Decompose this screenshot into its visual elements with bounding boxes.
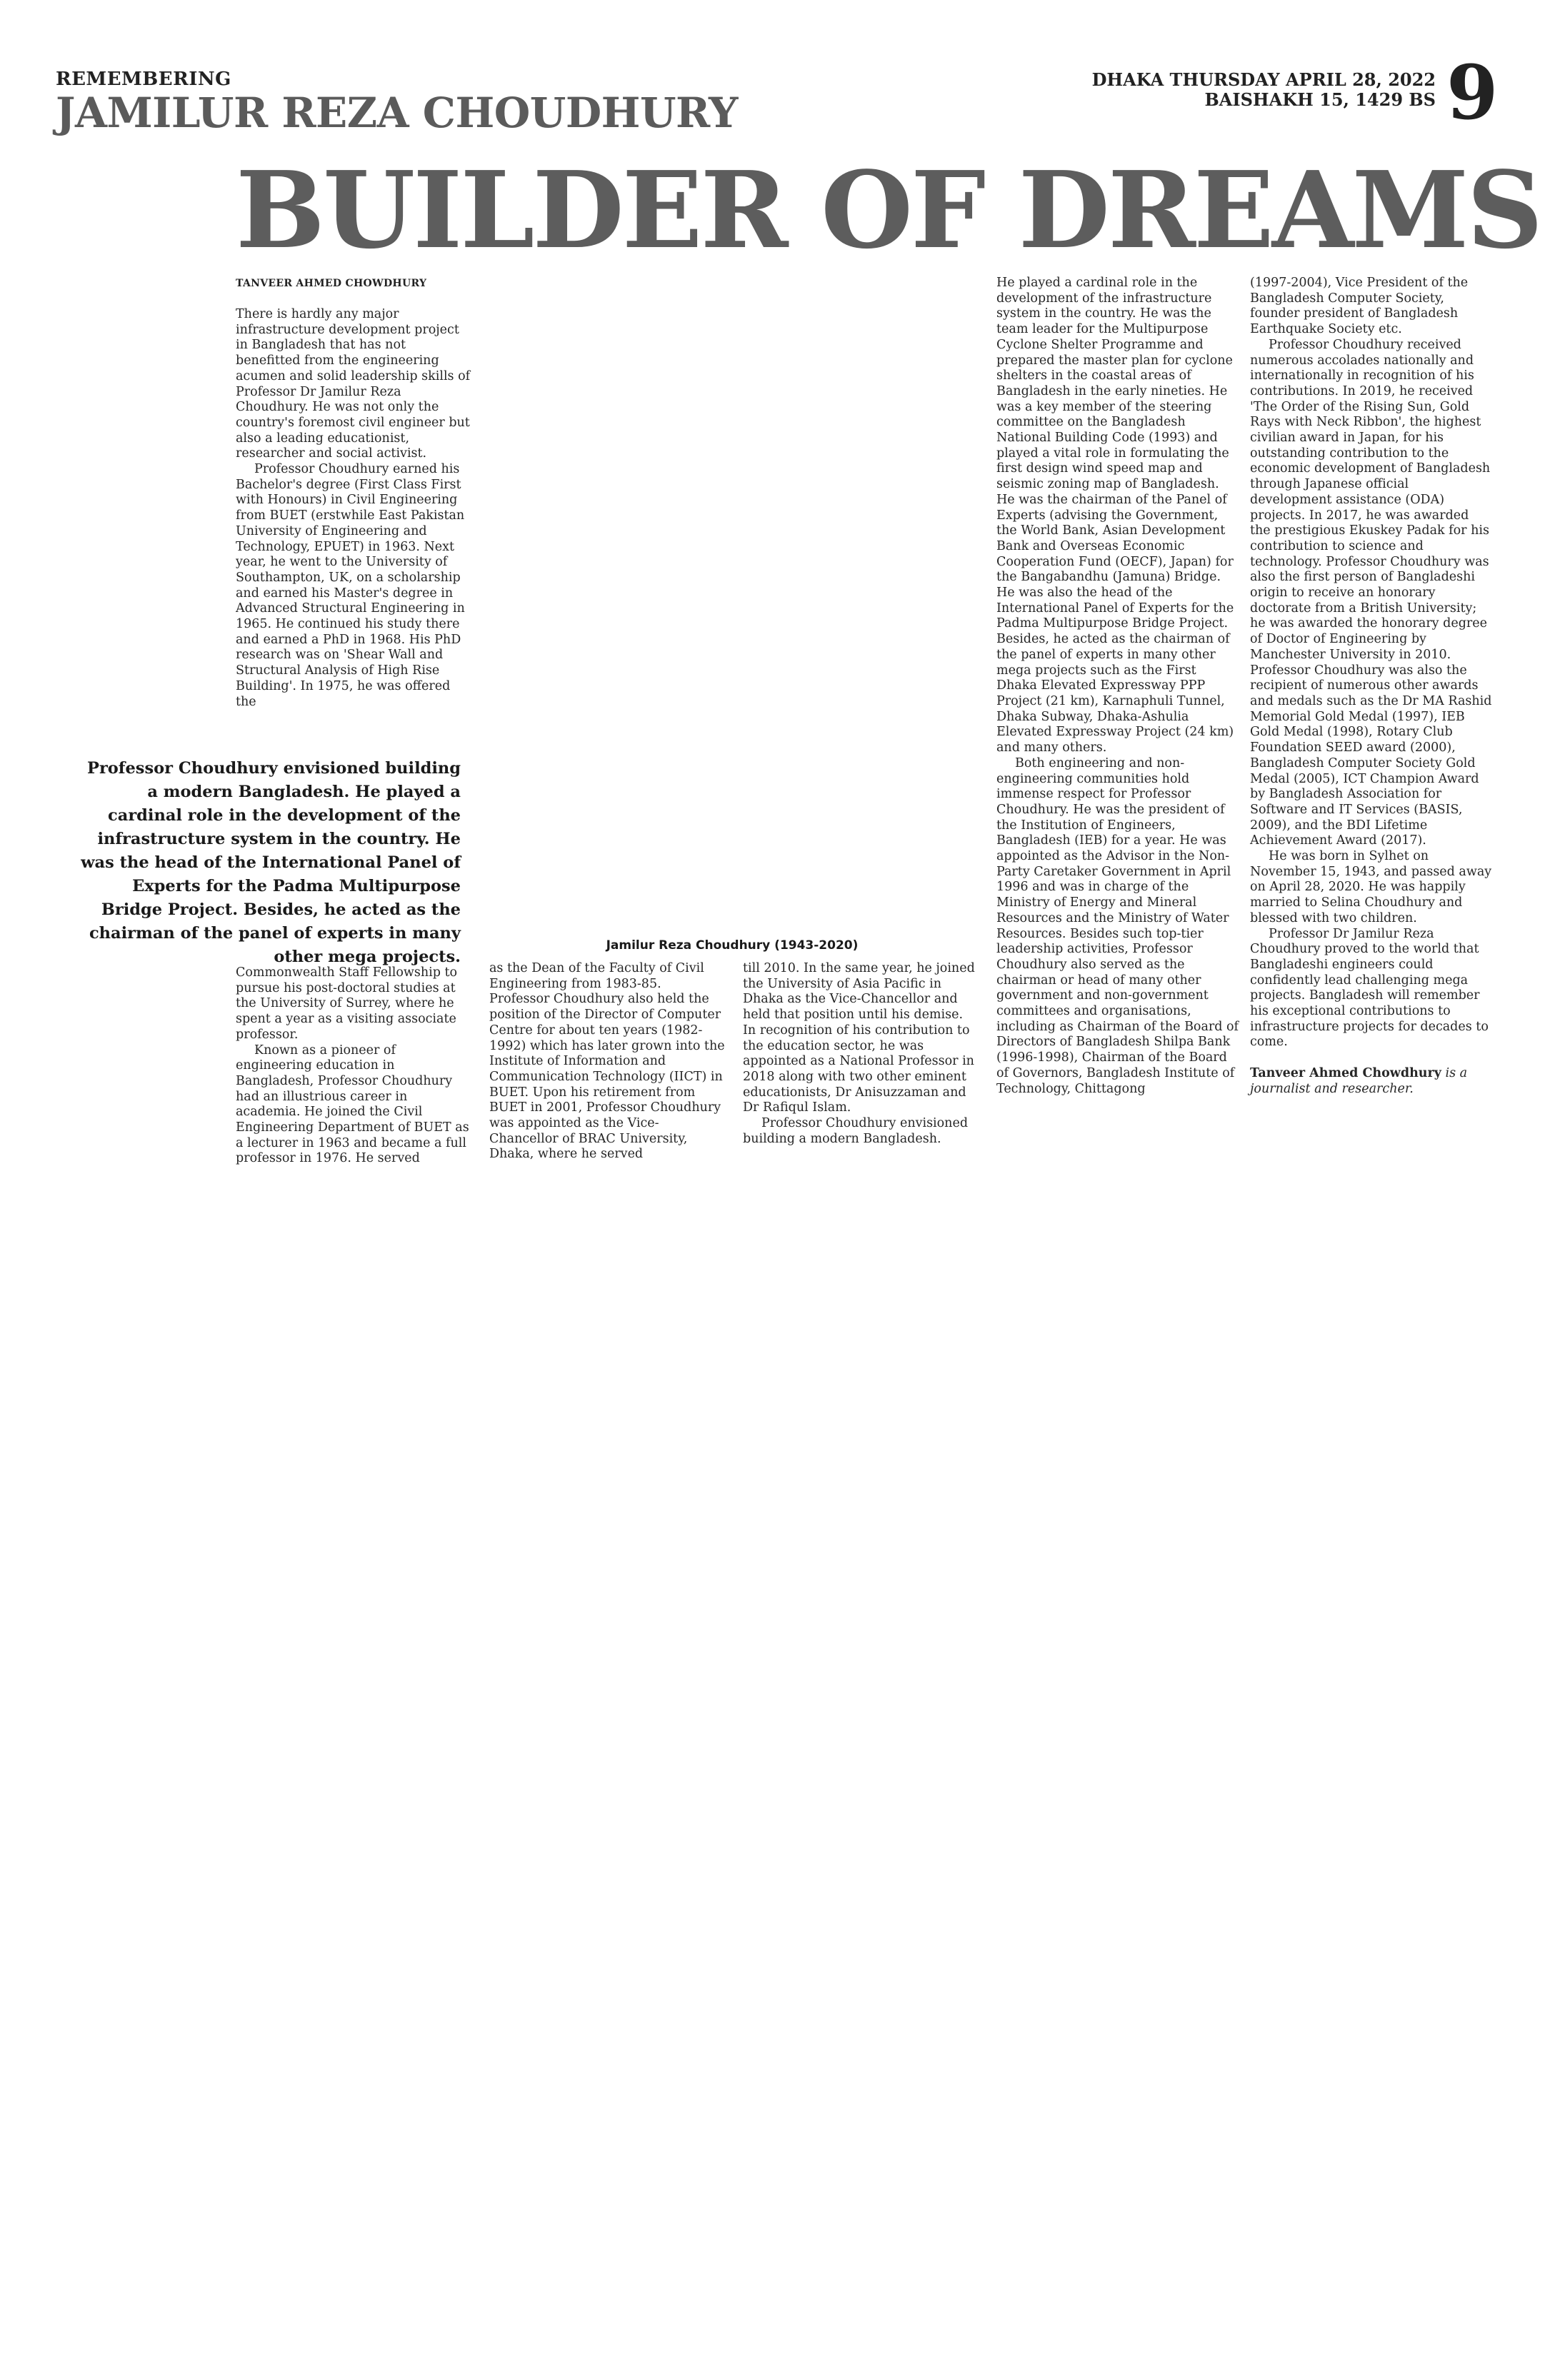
author-name: Tanveer Ahmed Chowdhury <box>1250 1066 1441 1081</box>
column-2 <box>489 961 725 1163</box>
author-note <box>1250 1066 1493 1097</box>
paragraph: He played a cardinal role in the development of the infrastructure system in the country. He was the team leader for the Multipurpose Cyclone Shelter Programme and prepared the master plan for cyclone shelters in the coastal areas of Bangladesh in the early nineties. He was a key member of the steering committee on the Bangladesh National Building Code (1993) and played a vital role in formulating the first design wind speed map and seismic zoning map of Bangladesh. He was the chairman of the Panel of Experts (advising the Government, the World Bank, Asian Development Bank and Overseas Economic Cooperation Fund (OECF), Japan) for the Bangabandhu (Jamuna) Bridge. He was also the head of the International Panel of Experts for the Padma Multipurpose Bridge Project. Besides, he acted as the chairman of the panel of experts in many other mega projects such as the First Dhaka Elevated Expressway PPP Project (21 km), Karnaphuli Tunnel, Dhaka Subway, Dhaka-Ashulia Elevated Expressway Project (24 km) and many others. <box>996 276 1234 755</box>
paragraph: There is hardly any major infrastructure development project in Bangladesh that has not benefitted from the engineering acumen and solid leadership skills of Professor Dr Jamilur Reza Choudhury. He was not only the country's foremost civil engineer but also a leading educationist, researcher and social activist. <box>236 307 471 461</box>
section-kicker: REMEMBERING <box>56 69 231 90</box>
date-bangla: BAISHAKH 15, 1429 BS <box>1204 89 1436 110</box>
paragraph: Both engineering and non-engineering communities hold immense respect for Professor Choudhury. He was the president of the Institution of Engineers, Bangladesh (IEB) for a year. He was appointed as the Advisor in the Non-Party Caretaker Government in April 1996 and was in charge of the Ministry of Energy and Mineral Resources and the Ministry of Water Resources. Besides such top-tier leadership activities, Professor Choudhury also served as the chairman or head of many other government and non-government committees and organisations, including as Chairman of the Board of Directors of Bangladesh Shilpa Bank (1996-1998), Chairman of the Board of Governors, Bangladesh Institute of Technology, Chittagong <box>996 755 1239 1096</box>
photo-caption: Jamilur Reza Choudhury (1943-2020) <box>606 938 859 953</box>
dateline <box>1092 70 1436 110</box>
page-number: 9 <box>1446 49 1499 136</box>
paragraph: Professor Choudhury envisioned building a modern Bangladesh. <box>743 1116 969 1146</box>
pull-quote: Professor Choudhury envisioned building a modern Bangladesh. He played a cardinal role in the development of the infrastructure system in the country. He was the head of the International Panel of Experts for the Padma Multipurpose Bridge Project. Besides, he acted as the chairman of the panel of experts in many other mega projects. <box>81 759 461 966</box>
column-1-bottom <box>236 965 471 1167</box>
column-5 <box>1250 276 1493 1098</box>
paragraph: Professor Dr Jamilur Reza Choudhury proved to the world that Bangladeshi engineers could confidently lead challenging mega projects. Bangladesh will remember his exceptional contributions to infrastructure projects for decades to come. <box>1250 926 1489 1050</box>
column-1-top <box>236 307 471 710</box>
column-4 <box>996 276 1239 1097</box>
column-3 <box>743 961 979 1147</box>
series-title: JAMILUR REZA CHOUDHURY <box>56 89 738 137</box>
byline: TANVEER AHMED CHOWDHURY <box>236 278 427 289</box>
paragraph: as the Dean of the Faculty of Civil Engineering from 1983-85. Professor Choudhury also held the position of the Director of Computer Centre for about ten years (1982-1992) which has later grown into the Institute of Information and Communication Technology (IICT) in BUET. Upon his retirement from BUET in 2001, Professor Choudhury was appointed as the Vice-Chancellor of BRAC University, Dhaka, where he served <box>489 961 725 1162</box>
paragraph: Professor Choudhury received numerous accolades nationally and internationally in recognition of his contributions. In 2019, he received 'The Order of the Rising Sun, Gold Rays with Neck Ribbon', the highest civilian award in Japan, for his outstanding contribution to the economic development of Bangladesh through Japanese official development assistance (ODA) projects. In 2017, he was awarded the prestigious Ekuskey Padak for his contribution to science and technology. Professor Choudhury was also the first person of Bangladeshi origin to receive an honorary doctorate from a British University; he was awarded the honorary degree of Doctor of Engineering by Manchester University in 2010. Professor Choudhury was also the recipient of numerous other awards and medals such as the Dr MA Rashid Memorial Gold Medal (1997), IEB Gold Medal (1998), Rotary Club Foundation SEED award (2000), Bangladesh Computer Society Gold Medal (2005), ICT Champion Award by Bangladesh Association for Software and IT Services (BASIS, 2009), and the BDI Lifetime Achievement Award (2017). <box>1250 337 1492 848</box>
headline: BUILDER OF DREAMS <box>236 148 1541 272</box>
paragraph: till 2010. In the same year, he joined the University of Asia Pacific in Dhaka as the Vice-Chancellor and held that position until his demise. In recognition of his contribution to the education sector, he was appointed as a National Professor in 2018 along with two other eminent educationists, Dr Anisuzzaman and Dr Rafiqul Islam. <box>743 961 975 1115</box>
author-role: is a journalist and researcher. <box>1250 1066 1468 1096</box>
date-gregorian: DHAKA THURSDAY APRIL 28, 2022 <box>1091 69 1436 90</box>
paragraph: Known as a pioneer of engineering education in Bangladesh, Professor Choudhury had an illustrious career in academia. He joined the Civil Engineering Department of BUET as a lecturer in 1963 and became a full professor in 1976. He served <box>236 1043 469 1166</box>
paragraph: He was born in Sylhet on November 15, 1943, and passed away on April 28, 2020. He was happily married to Selina Choudhury and blessed with two children. <box>1250 849 1492 925</box>
paragraph: (1997-2004), Vice President of the Bangladesh Computer Society, founder president of Bangladesh Earthquake Society etc. <box>1250 276 1469 337</box>
paragraph: Professor Choudhury earned his Bachelor's degree (First Class First with Honours) in Civil Engineering from BUET (erstwhile East Pakistan University of Engineering and Technology, EPUET) in 1963. Next year, he went to the University of Southampton, UK, on a scholarship and earned his Master's degree in Advanced Structural Engineering in 1965. He continued his study there and earned a PhD in 1968. His PhD research was on 'Shear Wall and Structural Analysis of High Rise Building'. In 1975, he was offered the <box>236 462 465 709</box>
paragraph: Commonwealth Staff Fellowship to pursue his post-doctoral studies at the University of Surrey, where he spent a year as a visiting associate professor. <box>236 965 458 1042</box>
